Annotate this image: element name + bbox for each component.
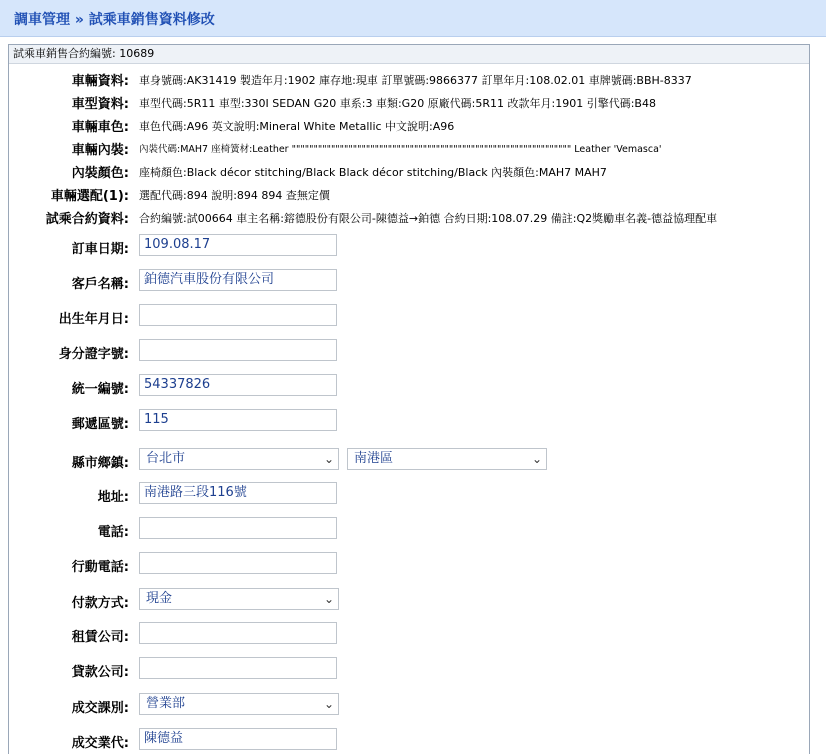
order-date-input[interactable]: 109.08.17 [139,234,337,256]
field-birthdate [9,304,809,330]
field-leasing [9,622,809,648]
field-customer-name [9,269,809,295]
info-row-color [9,116,809,134]
info-value: 車型代碼:5R11 車型:330I SEDAN G20 車系:3 車類:G20 原廠代碼:5R11 改款年月:1901 引擎代碼:B48 [139,97,656,110]
field-postal-code [9,409,809,435]
info-row-interior-color [9,162,809,180]
city-select[interactable] [139,448,339,470]
tax-id-input[interactable]: 54337826 [139,374,337,396]
dept-select[interactable] [139,693,339,715]
field-label: 地址: [97,490,129,505]
field-label: 行動電話: [71,560,129,575]
field-label: 成交課別: [71,701,129,716]
info-row-vehicle [9,70,809,88]
field-label: 付款方式: [71,596,129,611]
address-input[interactable]: 南港路三段116號 [139,482,337,504]
field-loan [9,657,809,683]
city-select-value: 台北市 [146,451,186,466]
info-label: 內裝顏色: [71,166,129,181]
info-row-options [9,185,809,203]
field-id-number [9,339,809,365]
chevron-down-icon: ⌄ [323,697,334,711]
info-row-model [9,93,809,111]
phone-input[interactable] [139,517,337,539]
payment-select[interactable] [139,588,339,610]
field-label: 統一編號: [71,382,129,397]
contract-number-text: 試乘車銷售合約編號: 10689 [13,47,155,60]
field-address [9,482,809,508]
page-header [0,0,826,37]
field-label: 出生年月日: [58,312,129,327]
chevron-down-icon: ⌄ [531,452,542,466]
field-label: 身分證字號: [58,347,129,362]
sales-rep-input[interactable]: 陳德益 [139,728,337,750]
info-row-contract [9,208,809,226]
chevron-down-icon: ⌄ [323,592,334,606]
chevron-down-icon: ⌄ [323,452,334,466]
field-dept [9,693,809,719]
field-tax-id [9,374,809,400]
field-label: 貸款公司: [71,665,129,680]
district-select[interactable] [347,448,547,470]
field-rep [9,728,809,754]
info-label: 試乘合約資料: [45,212,129,227]
field-mobile [9,552,809,578]
field-phone [9,517,809,543]
info-value: 選配代碼:894 說明:894 894 查無定價 [139,189,330,202]
form-frame [8,44,810,754]
dept-select-value: 營業部 [146,696,186,711]
page-title: 調車管理 » 試乘車銷售資料修改 [14,12,215,28]
info-label: 車型資料: [71,97,129,112]
field-label: 電話: [97,525,129,540]
info-value: 車色代碼:A96 英文說明:Mineral White Metallic 中文說明:A96 [139,120,455,133]
birthdate-input[interactable] [139,304,337,326]
info-label: 車輛內裝: [71,143,129,158]
field-order-date [9,234,809,260]
info-value: 合約編號:試00664 車主名稱:鎔德股份有限公司-陳德益→鉑德 合約日期:108.07.29 備註:Q2獎勵車名義-德益協理配車 [139,212,718,225]
field-label: 訂車日期: [71,242,129,257]
field-label: 租賃公司: [71,630,129,645]
postal-code-input[interactable]: 115 [139,409,337,431]
mobile-input[interactable] [139,552,337,574]
info-row-interior [9,139,809,157]
field-label: 客戶名稱: [71,277,129,292]
district-select-value: 南港區 [354,451,394,466]
field-label: 郵遞區號: [71,417,129,432]
info-value: 內裝代碼:MAH7 座椅簧材:Leather """""""""""""""""""""""""""""""""""""""""""""""""""""""""""""""" Leather 'Vemasca' [139,144,662,155]
field-label: 縣市鄉鎮: [71,456,129,471]
payment-select-value: 現金 [146,591,173,606]
contract-number-bar [9,45,809,64]
info-label: 車輛選配(1): [50,189,129,204]
leasing-company-input[interactable] [139,622,337,644]
info-label: 車輛車色: [71,120,129,135]
info-value: 座椅顏色:Black décor stitching/Black Black décor stitching/Black 內裝顏色:MAH7 MAH7 [139,166,607,179]
id-number-input[interactable] [139,339,337,361]
info-label: 車輛資料: [71,74,129,89]
field-label: 成交業代: [71,736,129,751]
customer-name-input[interactable]: 鉑德汽車股份有限公司 [139,269,337,291]
info-value: 車身號碼:AK31419 製造年月:1902 庫存地:現車 訂單號碼:9866377 訂單年月:108.02.01 車牌號碼:BBH-8337 [139,74,692,87]
field-county [9,448,809,474]
loan-company-input[interactable] [139,657,337,679]
field-payment [9,588,809,614]
